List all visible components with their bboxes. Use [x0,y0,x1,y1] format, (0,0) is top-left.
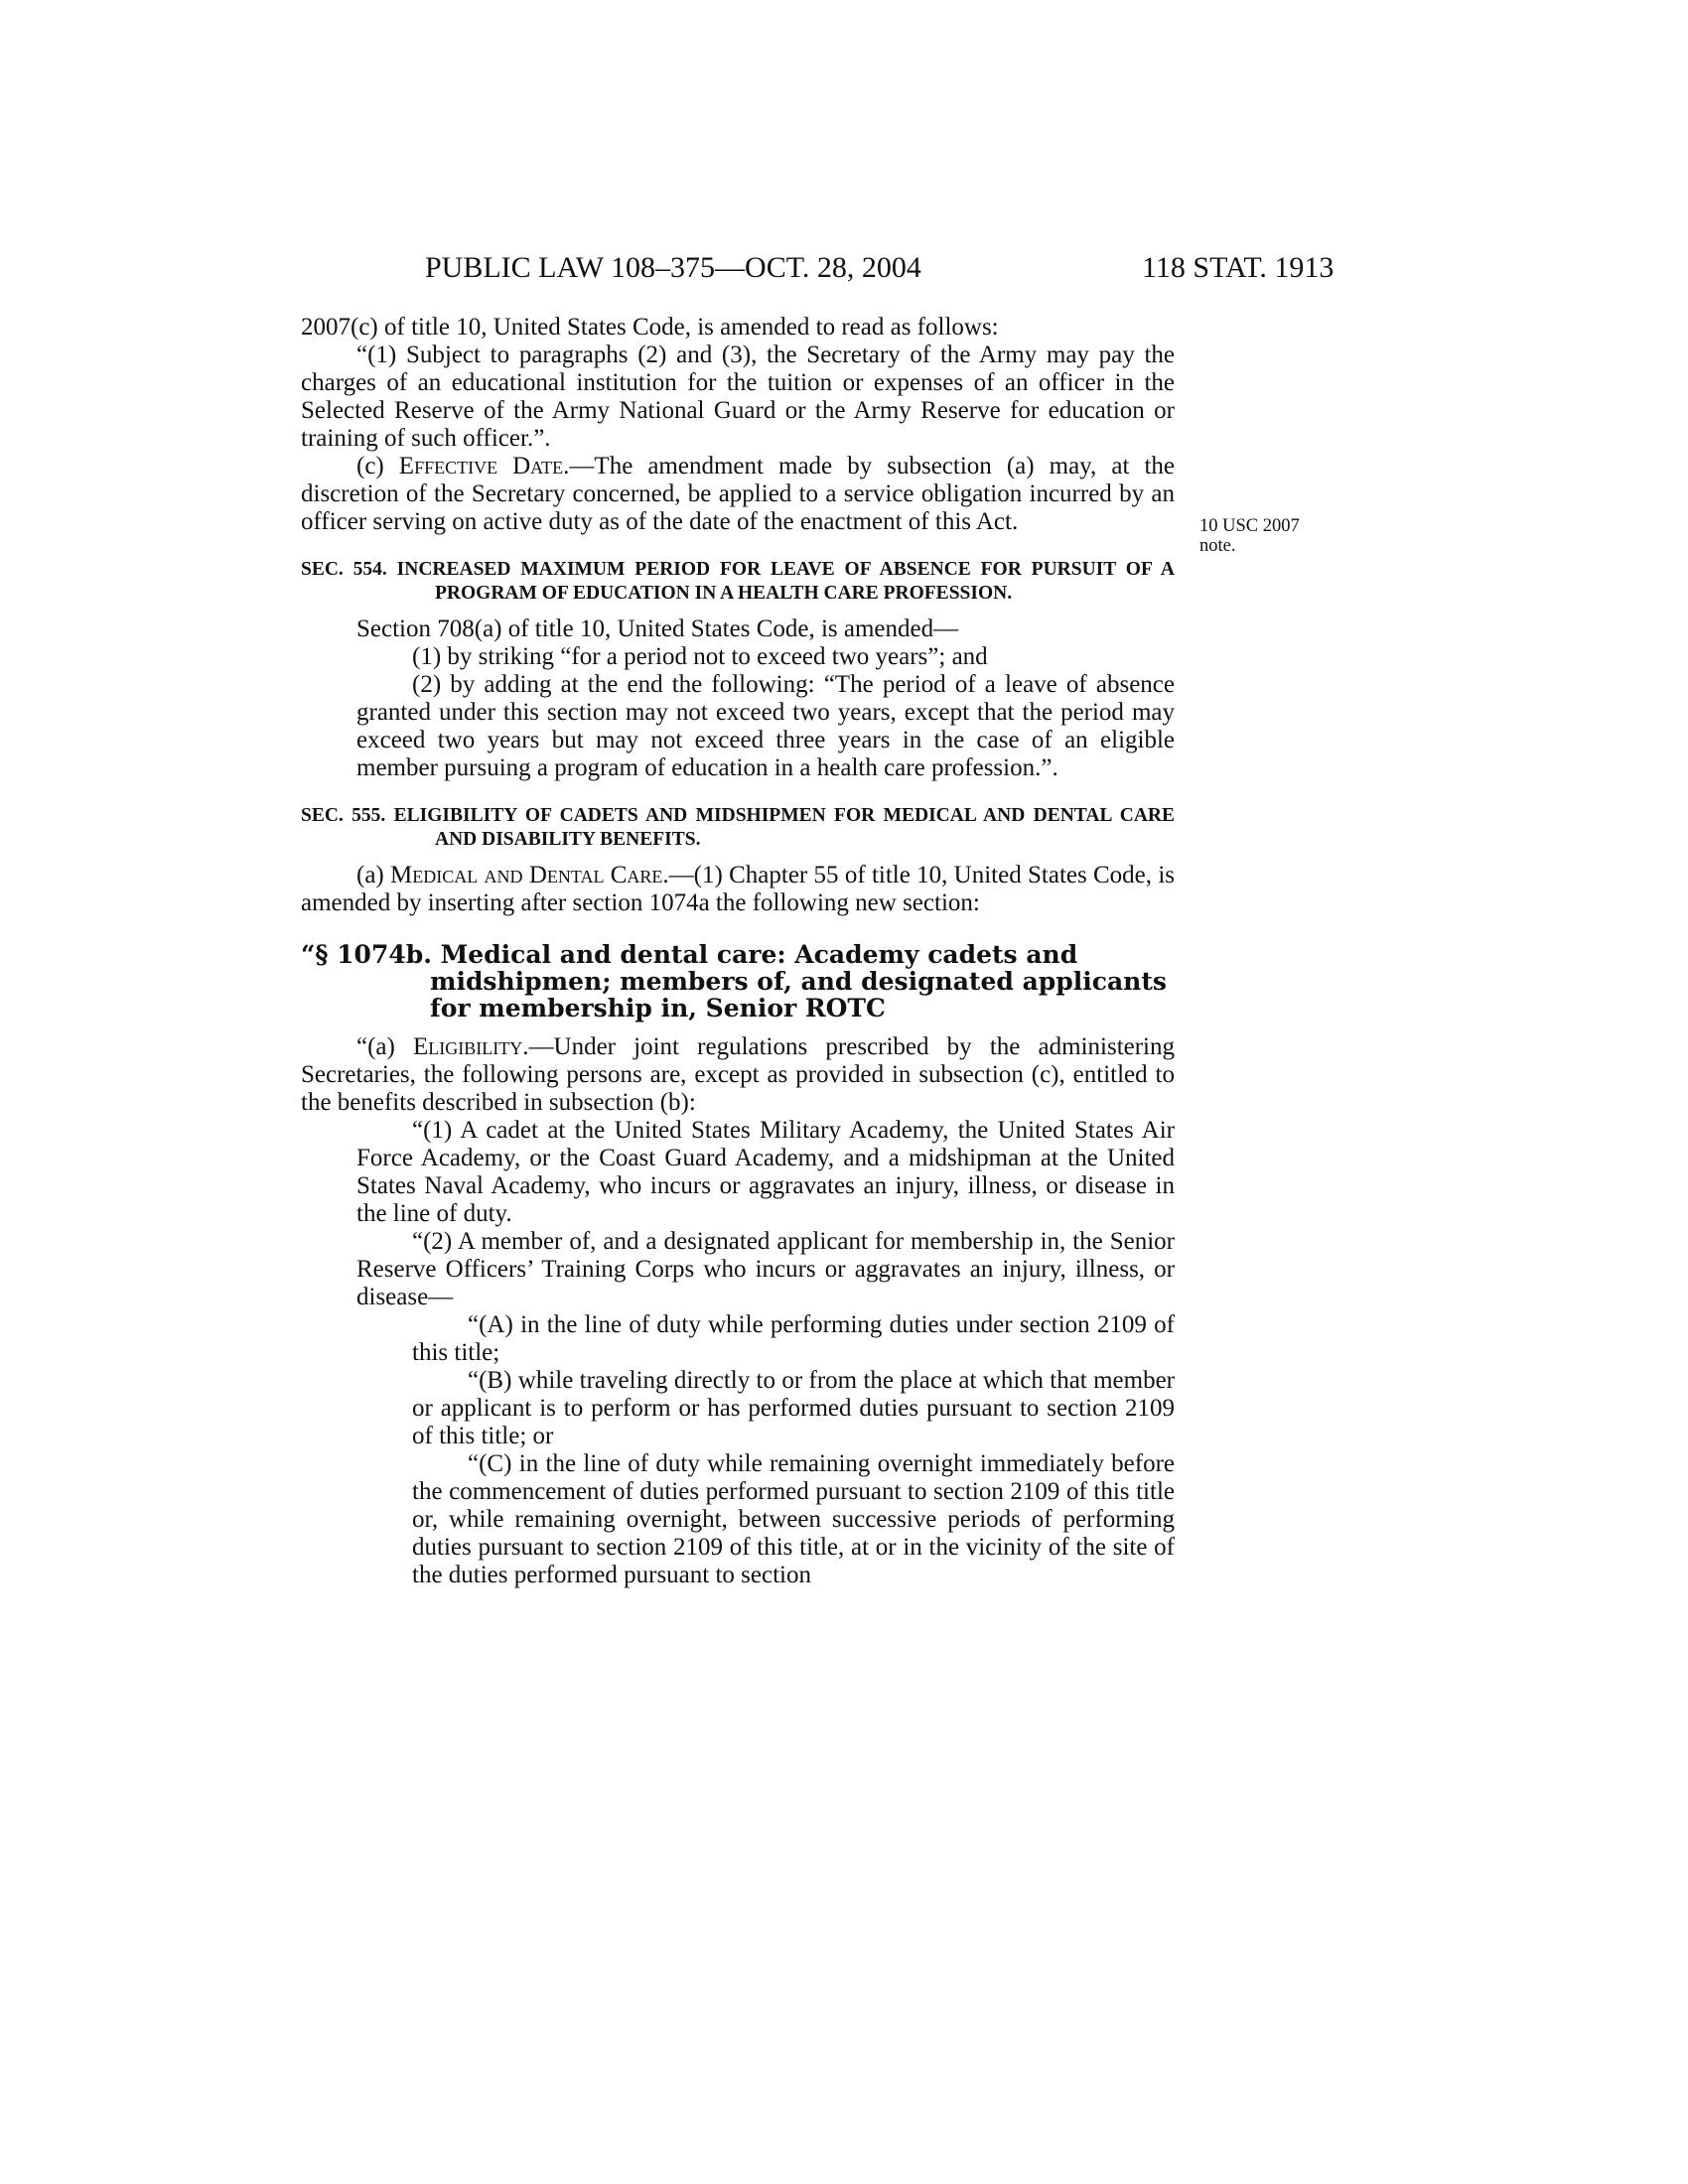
subsection-label: “(a) [356,1033,414,1060]
subsection-text: .—Under joint regulations prescribed by the administering Secretaries, the following persons are, except as provided in subsection (c), entitled to the benefits described in subsection (b): [301,1033,1176,1116]
section-554-heading: SEC. 554. INCREASED MAXIMUM PERIOD FOR LEAVE OF ABSENCE FOR PURSUIT OF A PROGRAM OF EDUCATION IN A HEALTH CARE PROFESSION. [301,559,1175,604]
statute-page-number: 118 STAT. 1913 [1142,251,1335,284]
section-555-heading: SEC. 555. ELIGIBILITY OF CADETS AND MIDSHIPMEN FOR MEDICAL AND DENTAL CARE AND DISABILITY BENEFITS. [301,805,1175,850]
section-554-item-2: (2) by adding at the end the following: “The period of a leave of absence granted under this section may not exceed two years, except that the period may exceed two years but may not exceed three years in the case of an eligible member pursuing a program of education in a health care profession.”. [356,671,1175,781]
section-1074b-subsection-a [301,1033,1175,1117]
document-body [301,314,1175,1589]
subsection-caption: Eligibility [413,1033,523,1060]
section-1074b-subparagraph-b: “(B) while traveling directly to or from the place at which that member or applicant is to perform or has performed duties pursuant to section 2109 of this title; or [412,1367,1175,1449]
page-header [0,248,1688,288]
section-1074b-paragraph-1: “(1) A cadet at the United States Military Academy, the United States Air Force Academy, or the Coast Guard Academy, and a midshipman at the United States Naval Academy, who incurs or aggravates an injury, illness, or disease in the line of duty. [356,1117,1175,1227]
paragraph-continuation: 2007(c) of title 10, United States Code, is amended to read as follows: [301,314,999,341]
margin-note-suffix: note. [1199,536,1236,556]
section-1074b-heading: “§ 1074b. Medical and dental care: Academy cadets and midshipmen; members of, and designated applicants for membership in, Senior ROTC [301,940,1167,1023]
subsection-text: .—(1) Chapter 55 of title 10, United States Code, is amended by inserting after section 1074a the following new section: [301,862,1175,916]
section-555-subsection-a [301,862,1175,917]
section-554-intro: Section 708(a) of title 10, United States Code, is amended— [356,615,959,642]
margin-note-citation: 10 USC 2007 [1199,516,1300,536]
section-1074b-subparagraph-c: “(C) in the line of duty while remaining overnight immediately before the commencement of duties performed pursuant to section 2109 of this title or, while remaining overnight, between successive periods of performing duties pursuant to section 2109 of this title, at or in the vicinity of the site of the duties performed pursuant to section [412,1450,1175,1588]
section-1074b-paragraph-2: “(2) A member of, and a designated applicant for membership in, the Senior Reserve Officers’ Training Corps who incurs or aggravates an injury, illness, or disease— [356,1228,1175,1310]
section-554-item-1: (1) by striking “for a period not to exceed two years”; and [412,643,988,670]
subsection-label: (c) [356,453,399,479]
subsection-caption: Effective Date [398,453,564,479]
running-title: PUBLIC LAW 108–375—OCT. 28, 2004 [425,251,921,284]
subsection-caption: Medical and Dental Care [390,862,663,888]
subsection-label: (a) [356,862,391,888]
paragraph-effective-date [301,453,1175,536]
subsection-text: .—The amendment made by subsection (a) may, at the discretion of the Secretary concerned, be applied to a service obligation incurred by an officer serving on active duty as of the date of the enactment of this Act. [301,453,1175,535]
section-1074b-subparagraph-a: “(A) in the line of duty while performing duties under section 2109 of this title; [412,1311,1175,1366]
margin-note [1199,516,1358,556]
paragraph-quoted-amendment: “(1) Subject to paragraphs (2) and (3), the Secretary of the Army may pay the charges of an educational institution for the tuition or expenses of an officer in the Selected Reserve of the Army National Guard or the Army Reserve for education or training of such officer.”. [301,341,1175,452]
